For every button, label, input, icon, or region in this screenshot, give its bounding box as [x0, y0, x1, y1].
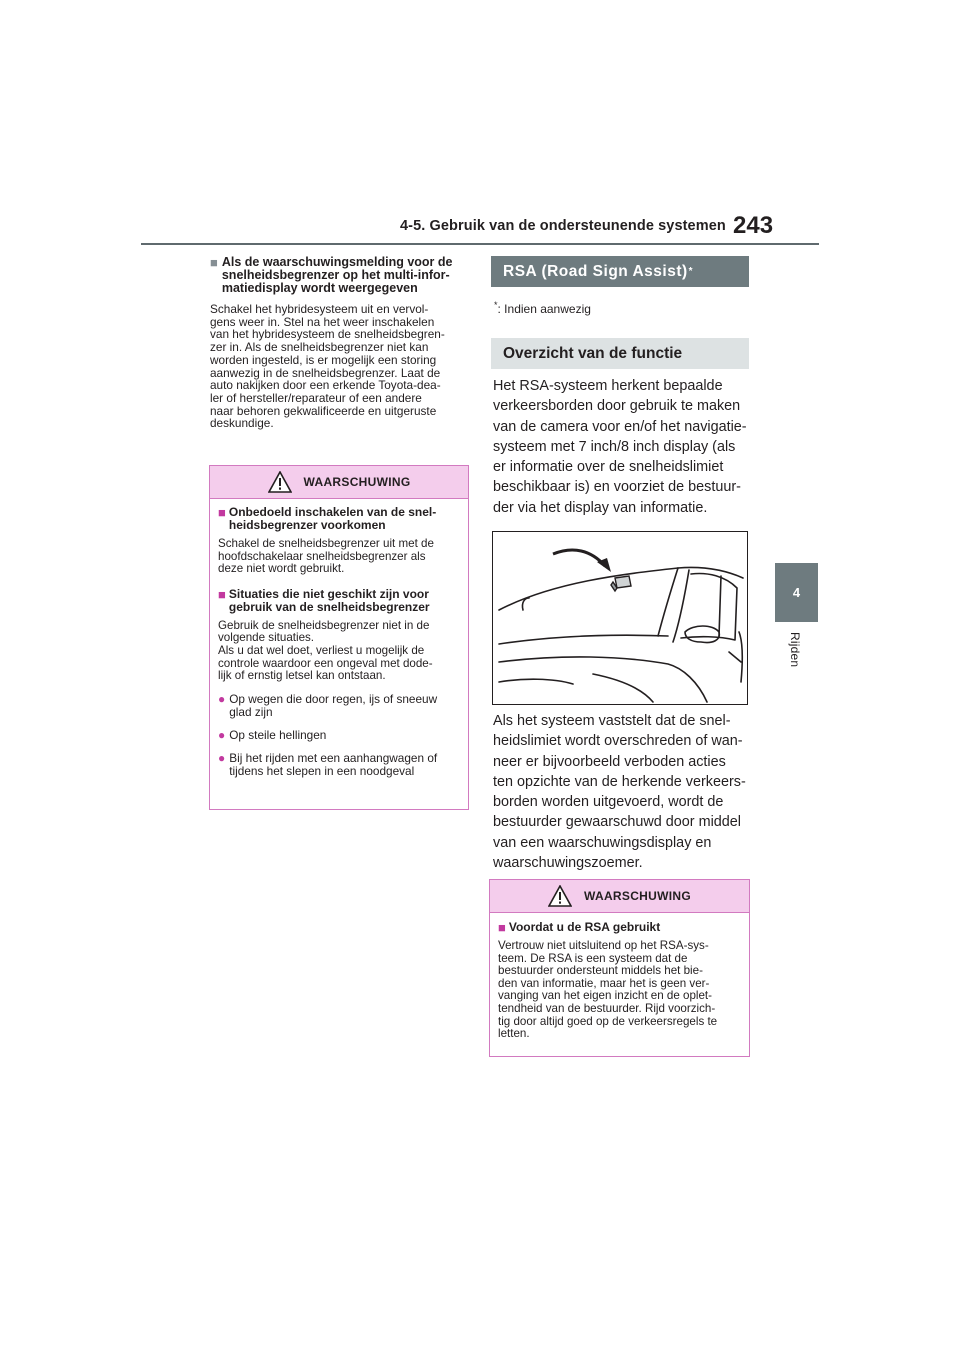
list-item: ● Bij het rijden met een aanhangwagen of tijdens het slepen in een noodgeval	[218, 750, 438, 778]
round-bullet-icon: ●	[218, 691, 226, 706]
warning-box-rsa	[489, 879, 750, 1057]
square-bullet-icon: ■	[218, 586, 226, 602]
warning-header	[490, 880, 749, 913]
warning-text: Vertrouw niet uitsluitend op het RSA-sys- teem. De RSA is een systeem dat de bestuurder ondersteunt middels het bie- den van informatie, maar het is geen ver- vanging van het eigen inzicht en de oplet- tendheid van de bestuurder. Rijd voorzich- tig door altijd goed op de verkeersregels te letten.	[498, 939, 718, 1041]
section-title-rsa: RSA (Road Sign Assist) *	[491, 256, 749, 287]
square-bullet-icon: ■	[498, 920, 506, 935]
warning-title: WAARSCHUWING	[303, 475, 411, 489]
chapter-label: Rijden	[788, 632, 802, 668]
header-divider	[141, 243, 819, 245]
warning-text: Gebruik de snelheidsbegrenzer niet in de volgende situaties. Als u dat wel doet, verliest u mogelijk de controle waardoor een ongeval met dode- lijk of ernstig letsel kan ontstaan.	[218, 618, 433, 683]
car-windshield-camera-illustration	[492, 531, 748, 705]
warning-title: WAARSCHUWING	[584, 889, 691, 903]
left-column	[210, 256, 470, 430]
footnote: *: Indien aanwezig	[494, 300, 591, 316]
warning-box-speed-limiter	[209, 465, 469, 810]
warning-triangle-icon	[548, 885, 572, 907]
list-item: ● Op steile hellingen	[218, 727, 327, 742]
list-item: ● Op wegen die door regen, ijs of sneeuw glad zijn	[218, 691, 438, 719]
running-header: 4-5. Gebruik van de ondersteunende systemen	[400, 218, 726, 234]
warning-description-paragraph: Als het systeem vaststelt dat de snel- heidslimiet wordt overschreden of wan- neer er bijvoorbeeld verboden acties ten opzichte van de herkende verkeers- borden worden uitgevoerd, wordt de bestuurder gewaarschuwd door middel van een waarschuwingsdisplay en waarschuwingszoemer.	[493, 713, 746, 872]
warning-triangle-icon	[268, 471, 292, 493]
warning-header	[210, 466, 468, 499]
display-warning-heading: ■ Als de waarschuwingsmelding voor de snelheidsbegrenzer op het multi-infor- matiedisplay wordt weergegeven	[210, 255, 453, 295]
display-warning-body: Schakel het hybridesysteem uit en vervol- gens weer in. Stel na het weer inschakelen van het hybridesysteem de snelheidsbegren- zer in. Als de snelheidsbegrenzer niet kan worden ingesteld, is er mogelijk een storing aanwezig in de snelheidsbegrenzer. Laat de auto nakijken door een erkende Toyota-dea- ler of hersteller/reparateur of een andere naar behoren gekwalificeerde en uitgeruste deskundige.	[210, 302, 445, 431]
page-number: 243	[733, 212, 774, 239]
warning-subheading: ■ Onbedoeld inschakelen van de snel- heidsbegrenzer voorkomen	[218, 505, 437, 532]
warning-subheading: ■ Situaties die niet geschikt zijn voor gebruik van de snelheidsbegrenzer	[218, 586, 430, 614]
overview-paragraph: Het RSA-systeem herkent bepaalde verkeersborden door gebruik te maken van de camera voor en/of het navigatie- systeem met 7 inch/8 inch display (als er informatie over de snelheidslimiet beschikbaar is) en voorziet de bestuur- der via het display van informatie.	[493, 378, 747, 516]
round-bullet-icon: ●	[218, 750, 226, 765]
square-bullet-icon: ■	[218, 505, 226, 520]
warning-subheading: ■ Voordat u de RSA gebruikt	[498, 920, 661, 935]
car-illustration-svg	[493, 532, 747, 704]
subsection-title: Overzicht van de functie	[491, 338, 749, 369]
square-bullet-icon: ■	[210, 255, 218, 270]
round-bullet-icon: ●	[218, 727, 226, 742]
chapter-tab: 4	[775, 563, 818, 622]
warning-text: Schakel de snelheidsbegrenzer uit met de hoofdschakelaar snelheidsbegrenzer als deze niet wordt gebruikt.	[218, 537, 434, 576]
